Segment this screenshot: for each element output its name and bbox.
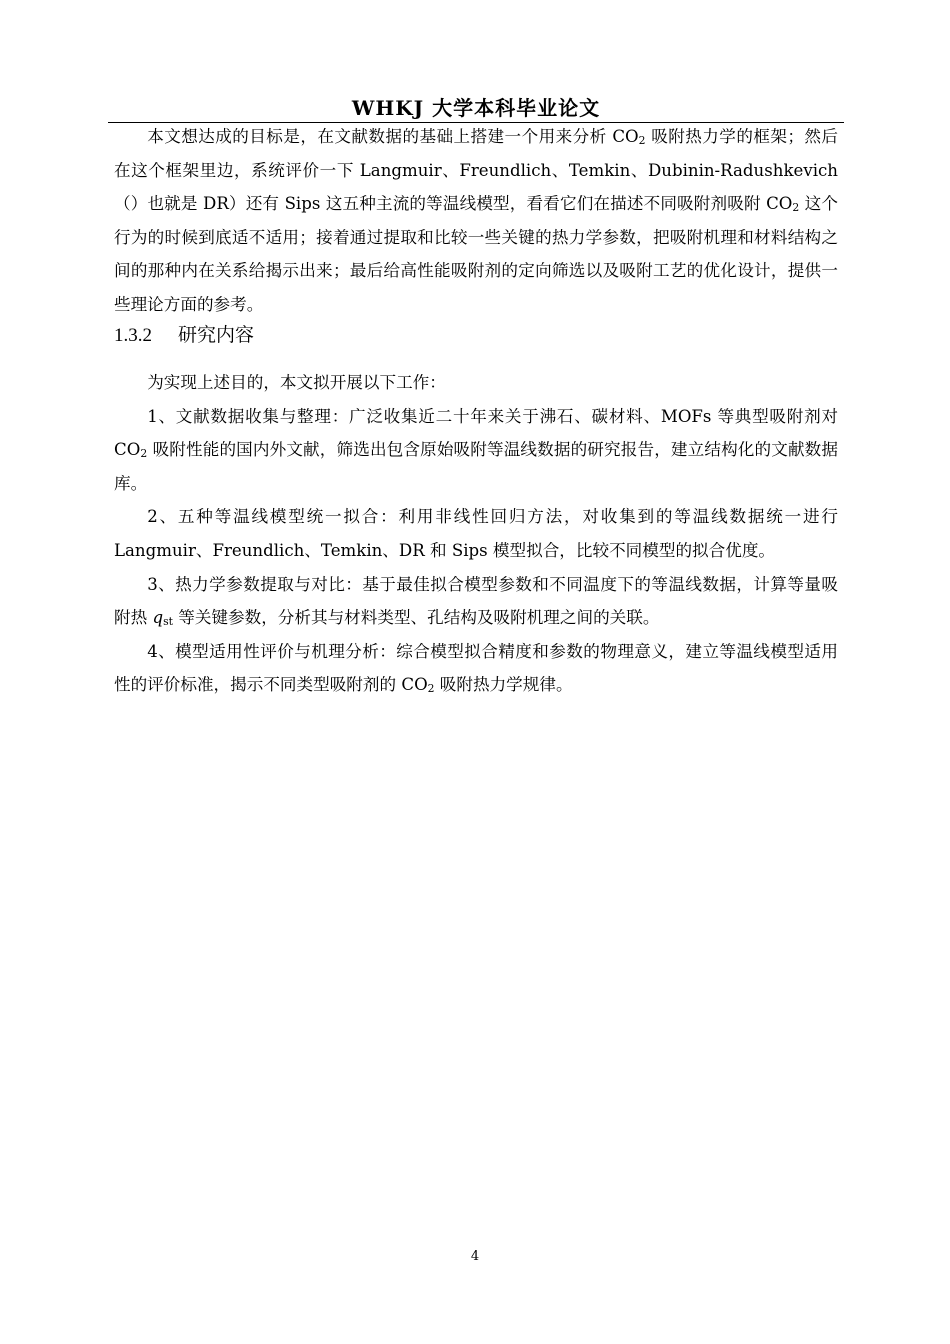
co2-subscript: 2	[638, 134, 646, 148]
item3-text-part-1: 3、热力学参数提取与对比：基于最佳拟合模型参数和不同温度下的等温线数据，计算等量吸附热	[114, 574, 838, 628]
page-number: 4	[470, 1249, 480, 1264]
goal-text-part-3: 这个行为的时候到底适不适用；接着通过提取和比较一些关键的热力学参数，把吸附机理和材料结构之间的那种内在关系给揭示出来；最后给高性能吸附剂的定向筛选以及吸附工艺的优化设计，提供一些理论方面的参考。	[114, 194, 838, 314]
section-heading	[114, 318, 254, 353]
item4-text-part-2: 吸附热力学规律。	[434, 675, 573, 695]
qst-symbol: q	[152, 608, 164, 628]
co2-subscript: 2	[140, 447, 148, 461]
section-title: 研究内容	[178, 324, 255, 346]
header-title: WHKJ 大学本科毕业论文	[351, 96, 601, 120]
page-header	[108, 94, 844, 123]
item1-text-part-2: 吸附性能的国内外文献，筛选出包含原始吸附等温线数据的研究报告，建立结构化的文献数据库。	[114, 440, 838, 493]
co2-subscript: 2	[427, 682, 435, 696]
item3-text-part-2: 等关键参数，分析其与材料类型、孔结构及吸附机理之间的关联。	[172, 608, 660, 628]
goal-section	[114, 120, 838, 322]
intro-paragraph: 为实现上述目的，本文拟开展以下工作：	[147, 373, 446, 392]
co2-subscript: 2	[792, 201, 800, 215]
work-item-2: 2、五种等温线模型统一拟合：利用非线性回归方法，对收集到的等温线数据统一进行 Langmuir、Freundlich、Temkin、DR 和 Sips 模型拟合，比较不同模型的拟合优度。	[114, 507, 838, 560]
goal-paragraph	[114, 120, 838, 322]
qst-subscript: st	[163, 615, 173, 629]
item1-text-part-1: 1、文献数据收集与整理：广泛收集近二十年来关于沸石、碳材料、MOFs 等典型吸附剂对 CO	[114, 406, 838, 460]
work-item-4	[114, 635, 838, 702]
research-content	[114, 366, 838, 702]
item4-text-part-1: 4、模型适用性评价与机理分析：综合模型拟合精度和参数的物理意义，建立等温线模型适用性的评价标准，揭示不同类型吸附剂的 CO	[114, 641, 838, 695]
work-item-3	[114, 568, 838, 635]
section-number: 1.3.2	[114, 325, 152, 346]
goal-text-part-2: 吸附热力学的框架；然后在这个框架里边，系统评价一下 Langmuir、Freundlich、Temkin、Dubinin-Radushkevich（）也就是 DR）还有 Sips 这五种主流的等温线模型，看看它们在描述不同吸附剂吸附 CO	[114, 127, 838, 214]
goal-text-part-1: 本文想达成的目标是，在文献数据的基础上搭建一个用来分析 CO	[147, 127, 639, 146]
work-item-1	[114, 400, 838, 501]
